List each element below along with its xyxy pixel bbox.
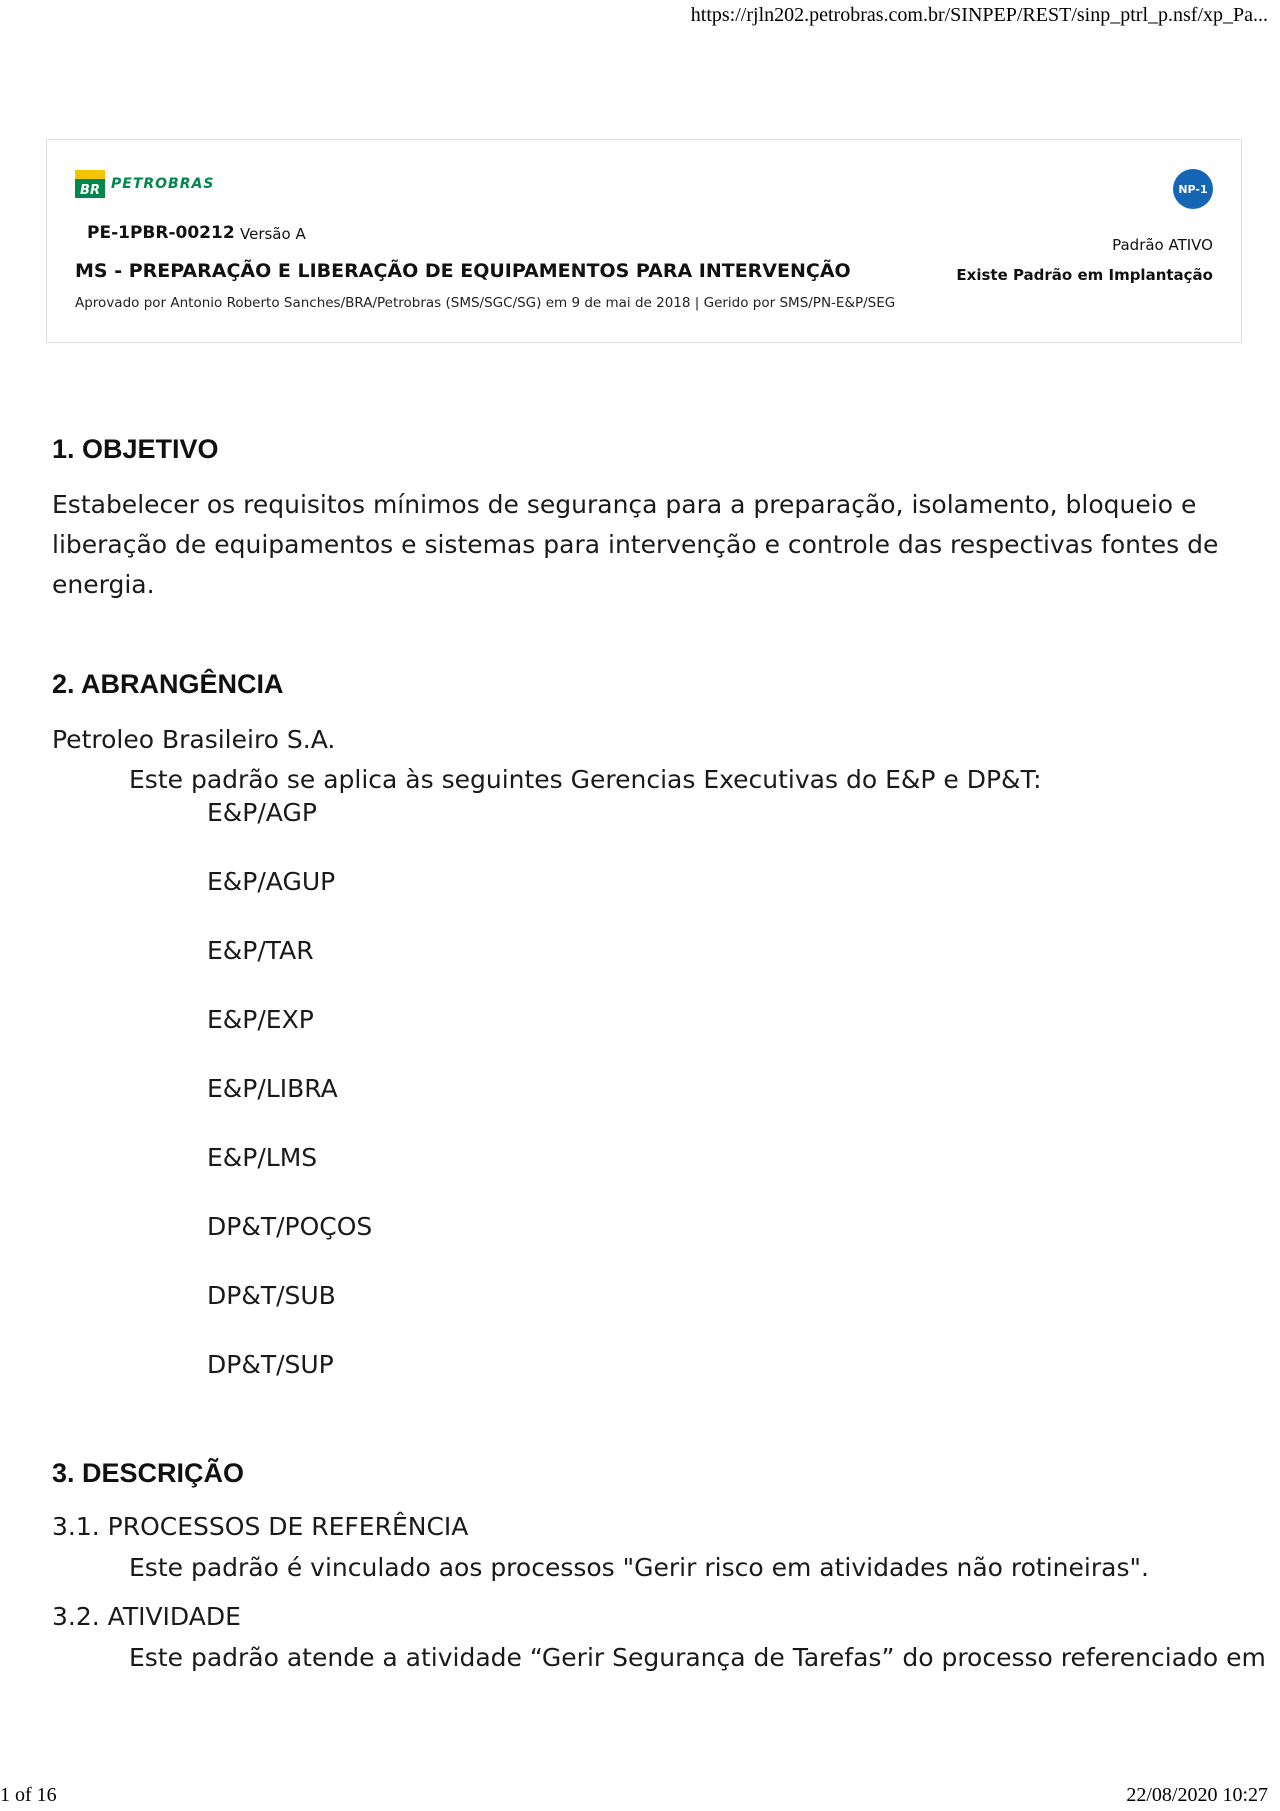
section-descricao-heading: 3. DESCRIÇÃO: [52, 1458, 245, 1488]
document-header-card: [46, 139, 1242, 343]
document-code: PE-1PBR-00212: [87, 223, 235, 243]
list-item: E&P/EXP: [207, 1005, 314, 1034]
list-item: E&P/LMS: [207, 1143, 318, 1172]
subsection-atividade-heading: 3.2. ATIVIDADE: [52, 1602, 241, 1631]
list-item: E&P/TAR: [207, 936, 314, 965]
section-objetivo-heading: 1. OBJETIVO: [52, 434, 219, 464]
document-version: Versão A: [240, 225, 306, 243]
petrobras-logo: [75, 170, 214, 198]
list-item: E&P/AGUP: [207, 867, 336, 896]
print-datetime: 22/08/2020 10:27: [1126, 1784, 1268, 1806]
list-item: E&P/AGP: [207, 798, 317, 827]
list-item: E&P/LIBRA: [207, 1074, 338, 1103]
subsection-atividade-text: Este padrão atende a atividade “Gerir Segurança de Tarefas” do processo referenciado em: [129, 1643, 1266, 1672]
objetivo-line: liberação de equipamentos e sistemas para intervenção e controle das respectivas fontes de: [52, 530, 1219, 559]
np-level-badge: NP-1: [1173, 169, 1213, 209]
section-abrangencia-heading: 2. ABRANGÊNCIA: [52, 669, 284, 699]
executive-units-list: [207, 796, 372, 1417]
document-approval: Aprovado por Antonio Roberto Sanches/BRA/Petrobras (SMS/SGC/SG) em 9 de mai de 2018 | Gerido por SMS/PN-E&P/SEG: [75, 295, 896, 311]
br-logo-icon: [75, 170, 105, 198]
abrangencia-intro: Este padrão se aplica às seguintes Gerencias Executivas do E&P e DP&T:: [129, 765, 1042, 794]
objetivo-line: energia.: [52, 570, 155, 599]
print-url: https://rjln202.petrobras.com.br/SINPEP/REST/sinp_ptrl_p.nsf/xp_Pa...: [690, 4, 1268, 26]
implantation-notice: Existe Padrão em Implantação: [956, 266, 1213, 284]
list-item: DP&T/SUB: [207, 1281, 336, 1310]
page-number: 1 of 16: [0, 1784, 57, 1806]
document-title: MS - PREPARAÇÃO E LIBERAÇÃO DE EQUIPAMENTOS PARA INTERVENÇÃO: [75, 260, 851, 282]
list-item: DP&T/POÇOS: [207, 1212, 373, 1241]
subsection-processos-heading: 3.1. PROCESSOS DE REFERÊNCIA: [52, 1512, 469, 1541]
list-item: DP&T/SUP: [207, 1350, 334, 1379]
company-name: Petroleo Brasileiro S.A.: [52, 725, 336, 754]
subsection-processos-text: Este padrão é vinculado aos processos "Gerir risco em atividades não rotineiras".: [129, 1553, 1149, 1582]
logo-mark-text: BR: [80, 183, 100, 198]
logo-wordmark: PETROBRAS: [111, 176, 215, 192]
status-badge: Padrão ATIVO: [1112, 236, 1213, 254]
objetivo-line: Estabelecer os requisitos mínimos de segurança para a preparação, isolamento, bloqueio e: [52, 490, 1197, 519]
